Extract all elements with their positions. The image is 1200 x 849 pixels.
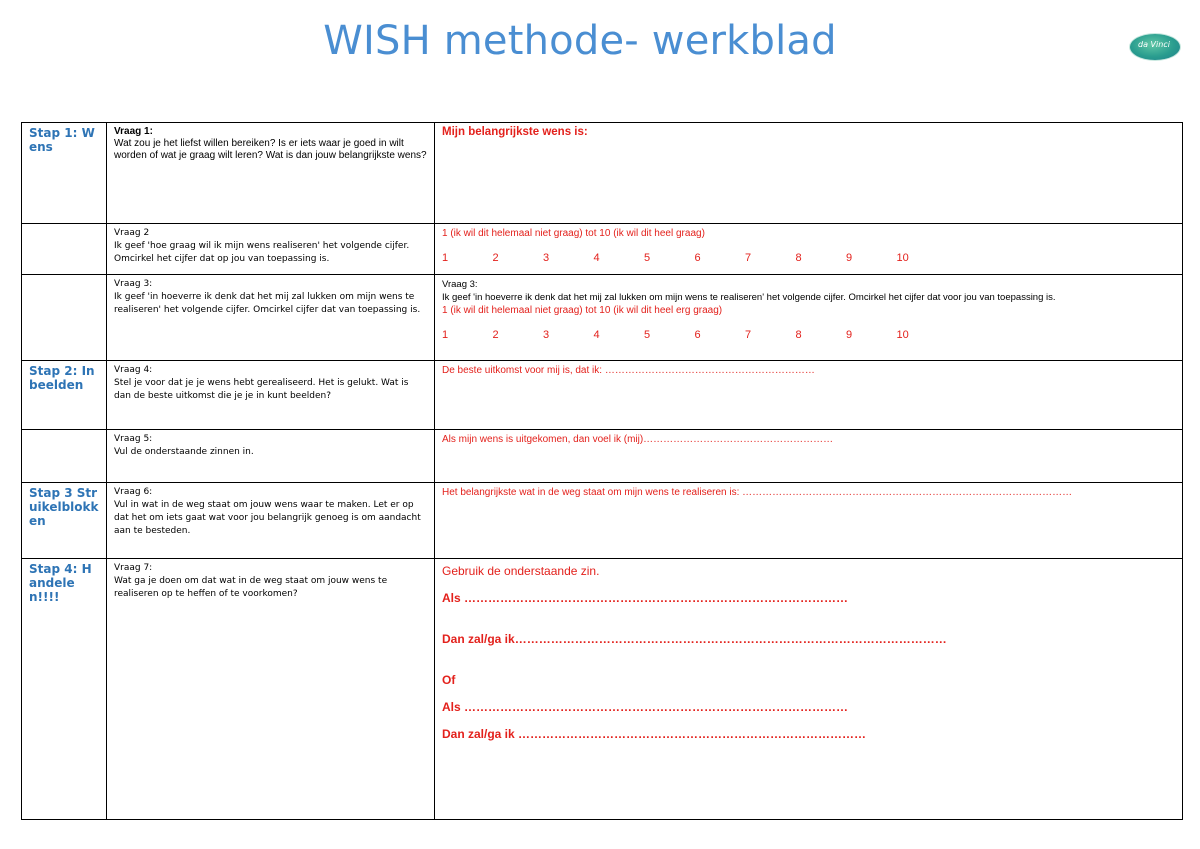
question-text: Wat zou je het liefst willen bereiken? Is er iets waar je goed in wilt worden of wat je graag wilt leren? Wat is dan jouw belangrijkste wens? bbox=[114, 138, 427, 161]
answer-prompt: Als mijn wens is uitgekomen, dan voel ik (mij)………………………………………………… bbox=[442, 434, 834, 445]
scale-option[interactable]: 3 bbox=[543, 329, 550, 341]
scale-option[interactable]: 1 bbox=[442, 329, 449, 341]
scale-option[interactable]: 10 bbox=[896, 329, 909, 341]
scale-option[interactable]: 7 bbox=[745, 252, 752, 264]
question-cell bbox=[107, 559, 435, 820]
question-label: Vraag 4: bbox=[114, 365, 153, 375]
scale-option[interactable]: 5 bbox=[644, 329, 651, 341]
scale-option[interactable]: 6 bbox=[694, 329, 701, 341]
question-label: Vraag 1: bbox=[114, 126, 153, 137]
question-text: Vul in wat in de weg staat om jouw wens waar te maken. Let er op dat het om iets gaat wat voor jou belangrijk genoeg is om aandacht aan te besteden. bbox=[114, 500, 421, 536]
rating-scale bbox=[442, 329, 1175, 341]
answer-cell[interactable] bbox=[435, 123, 1183, 224]
step-label: Stap 1: Wens bbox=[22, 123, 107, 224]
scale-option[interactable]: 8 bbox=[795, 252, 802, 264]
answer-cell[interactable] bbox=[435, 224, 1183, 275]
answer-intro: Gebruik de onderstaande zin. bbox=[442, 564, 600, 578]
question-label: Vraag 3: bbox=[114, 279, 153, 289]
step-label bbox=[22, 224, 107, 275]
answer-prompt: De beste uitkomst voor mij is, dat ik: ……………………………………………………… bbox=[442, 365, 815, 376]
step-label bbox=[22, 430, 107, 483]
question-cell bbox=[107, 275, 435, 361]
step-label: Stap 3 Struikelblokken bbox=[22, 483, 107, 559]
step-label: Stap 4: Handelen!!!! bbox=[22, 559, 107, 820]
scale-option[interactable]: 5 bbox=[644, 252, 651, 264]
table-row bbox=[22, 430, 1183, 483]
answer-cell[interactable] bbox=[435, 430, 1183, 483]
table-row bbox=[22, 559, 1183, 820]
answer-prompt: Mijn belangrijkste wens is: bbox=[442, 126, 588, 138]
question-cell bbox=[107, 224, 435, 275]
question-text: Ik geef 'in hoeverre ik denk dat het mij zal lukken om mijn wens te realiseren' het volgende cijfer. Omcirkel cijfer dat van toepassing is. bbox=[114, 292, 421, 315]
answer-prompt: Het belangrijkste wat in de weg staat om mijn wens te realiseren is: ……………………………………………………………………………………… bbox=[442, 487, 1073, 498]
question-cell bbox=[107, 361, 435, 430]
scale-option[interactable]: 3 bbox=[543, 252, 550, 264]
logo-text: da Vinci bbox=[1138, 39, 1170, 49]
answer-question-label: Vraag 3: bbox=[442, 279, 478, 290]
answer-line-als: Als …………………………………………………………………………………… bbox=[442, 591, 849, 605]
question-text: Vul de onderstaande zinnen in. bbox=[114, 447, 254, 457]
question-label: Vraag 5: bbox=[114, 434, 153, 444]
scale-option[interactable]: 4 bbox=[593, 252, 600, 264]
scale-option[interactable]: 8 bbox=[795, 329, 802, 341]
scale-label: 1 (ik wil dit helemaal niet graag) tot 10 (ik wil dit heel graag) bbox=[442, 228, 705, 239]
question-cell bbox=[107, 430, 435, 483]
answer-cell[interactable] bbox=[435, 483, 1183, 559]
scale-label: 1 (ik wil dit helemaal niet graag) tot 10 (ik wil dit heel erg graag) bbox=[442, 305, 723, 316]
step-label: Stap 2: Inbeelden bbox=[22, 361, 107, 430]
table-row bbox=[22, 224, 1183, 275]
question-cell bbox=[107, 483, 435, 559]
answer-line-dan: Dan zal/ga ik …………………………………………………………………………… bbox=[442, 727, 867, 741]
step-label bbox=[22, 275, 107, 361]
scale-option[interactable]: 10 bbox=[896, 252, 909, 264]
scale-option[interactable]: 9 bbox=[846, 252, 853, 264]
answer-line-als: Als …………………………………………………………………………………… bbox=[442, 700, 849, 714]
scale-option[interactable]: 1 bbox=[442, 252, 449, 264]
answer-cell[interactable] bbox=[435, 361, 1183, 430]
scale-option[interactable]: 7 bbox=[745, 329, 752, 341]
question-text: Ik geef 'hoe graag wil ik mijn wens realiseren' het volgende cijfer. Omcirkel het cijfer dat op jou van toepassing is. bbox=[114, 241, 410, 264]
scale-option[interactable]: 2 bbox=[492, 252, 499, 264]
scale-option[interactable]: 4 bbox=[593, 329, 600, 341]
question-text: Stel je voor dat je je wens hebt gerealiseerd. Het is gelukt. Wat is dan de beste uitkomst die je je in kunt beelden? bbox=[114, 378, 409, 401]
table-row bbox=[22, 361, 1183, 430]
answer-question-text: Ik geef 'in hoeverre ik denk dat het mij zal lukken om mijn wens te realiseren' het volgende cijfer. Omcirkel het cijfer dat voor jou van toepassing is. bbox=[442, 292, 1056, 303]
question-label: Vraag 7: bbox=[114, 563, 153, 573]
answer-cell[interactable] bbox=[435, 559, 1183, 820]
worksheet-table bbox=[21, 122, 1183, 820]
answer-line-dan: Dan zal/ga ik……………………………………………………………………………………………… bbox=[442, 632, 947, 646]
answer-cell[interactable] bbox=[435, 275, 1183, 361]
page-title: WISH methode- werkblad bbox=[323, 18, 837, 64]
table-row bbox=[22, 483, 1183, 559]
question-text: Wat ga je doen om dat wat in de weg staat om jouw wens te realiseren op te heffen of te voorkomen? bbox=[114, 576, 388, 599]
question-label: Vraag 2 bbox=[114, 228, 150, 238]
answer-of: Of bbox=[442, 673, 456, 687]
rating-scale bbox=[442, 252, 1175, 264]
da-vinci-logo bbox=[1130, 34, 1180, 60]
scale-option[interactable]: 6 bbox=[694, 252, 701, 264]
question-cell bbox=[107, 123, 435, 224]
table-row bbox=[22, 123, 1183, 224]
table-row bbox=[22, 275, 1183, 361]
scale-option[interactable]: 9 bbox=[846, 329, 853, 341]
scale-option[interactable]: 2 bbox=[492, 329, 499, 341]
question-label: Vraag 6: bbox=[114, 487, 153, 497]
